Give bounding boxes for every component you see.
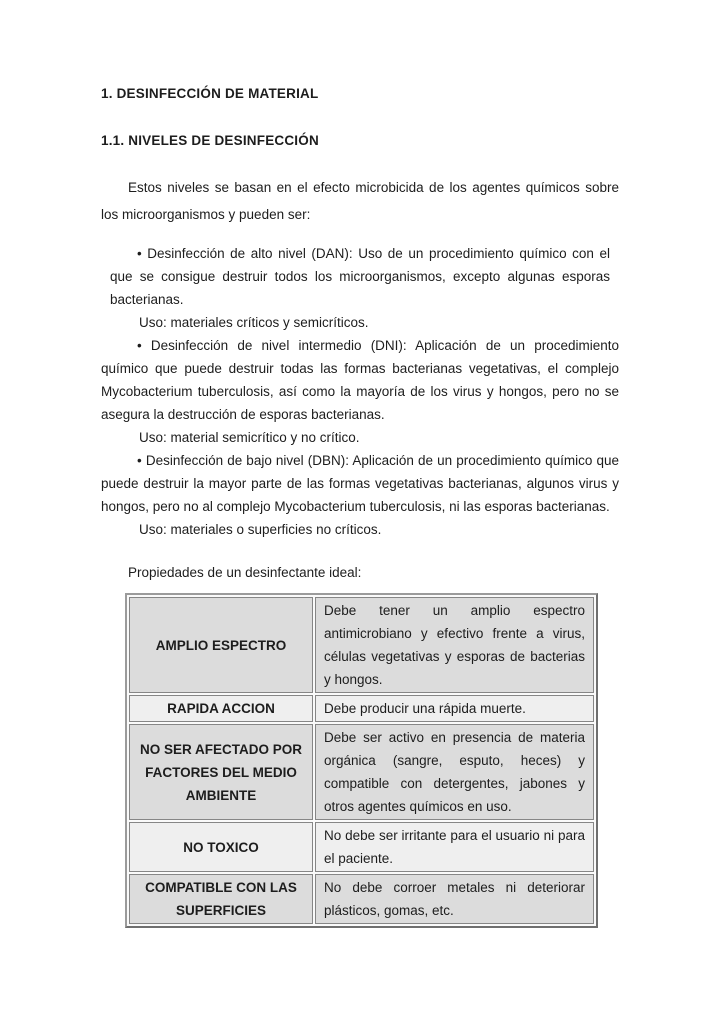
properties-intro: Propiedades de un desinfectante ideal: <box>128 565 362 580</box>
description-cell: Debe tener un amplio espectro antimicrobiano y efectivo frente a virus, células vegetativas y esporas de bacterias y hongos. <box>315 597 594 693</box>
property-cell: COMPATIBLE CON LAS SUPERFICIES <box>129 874 313 924</box>
property-cell: NO SER AFECTADO POR FACTORES DEL MEDIO AMBIENTE <box>129 724 313 820</box>
table-row <box>129 695 594 722</box>
bullet-high-level: • Desinfección de alto nivel (DAN): Uso de un procedimiento químico con el que se consigue destruir todos los microorganismos, excepto algunas esporas bacterianas. <box>110 246 610 307</box>
table-row <box>129 724 594 820</box>
table-row <box>129 597 594 693</box>
uso-low-level: Uso: materiales o superficies no críticos. <box>139 522 382 537</box>
section-heading: 1. DESINFECCIÓN DE MATERIAL <box>101 86 319 101</box>
bullet-intermediate-level: • Desinfección de nivel intermedio (DNI): Aplicación de un procedimiento químico que puede destruir todas las formas bacterianas vegetativas, el complejo Mycobacterium tuberculosis, así como la mayoría de los virus y hongos, pero no se asegura la destrucción de esporas bacterianas. <box>101 338 619 422</box>
property-cell: NO TOXICO <box>129 822 313 872</box>
property-cell: AMPLIO ESPECTRO <box>129 597 313 693</box>
bullet-low-level: • Desinfección de bajo nivel (DBN): Aplicación de un procedimiento químico que puede destruir la mayor parte de las formas vegetativas bacterianas, algunos virus y hongos, pero no al complejo Mycobacterium tuberculosis, ni las esporas bacterianas. <box>101 453 619 514</box>
uso-high-level: Uso: materiales críticos y semicríticos. <box>139 315 369 330</box>
property-cell: RAPIDA ACCION <box>129 695 313 722</box>
description-cell: Debe ser activo en presencia de materia orgánica (sangre, esputo, heces) y compatible con detergentes, jabones y otros agentes químicos en uso. <box>315 724 594 820</box>
table-row <box>129 874 594 924</box>
description-cell: No debe ser irritante para el usuario ni para el paciente. <box>315 822 594 872</box>
description-cell: No debe corroer metales ni deteriorar plásticos, gomas, etc. <box>315 874 594 924</box>
uso-intermediate-level: Uso: material semicrítico y no crítico. <box>139 430 360 445</box>
description-cell: Debe producir una rápida muerte. <box>315 695 594 722</box>
properties-table <box>125 593 598 928</box>
table-row <box>129 822 594 872</box>
subsection-heading: 1.1. NIVELES DE DESINFECCIÓN <box>101 133 319 148</box>
intro-paragraph: Estos niveles se basan en el efecto microbicida de los agentes químicos sobre los microorganismos y pueden ser: <box>101 180 619 222</box>
